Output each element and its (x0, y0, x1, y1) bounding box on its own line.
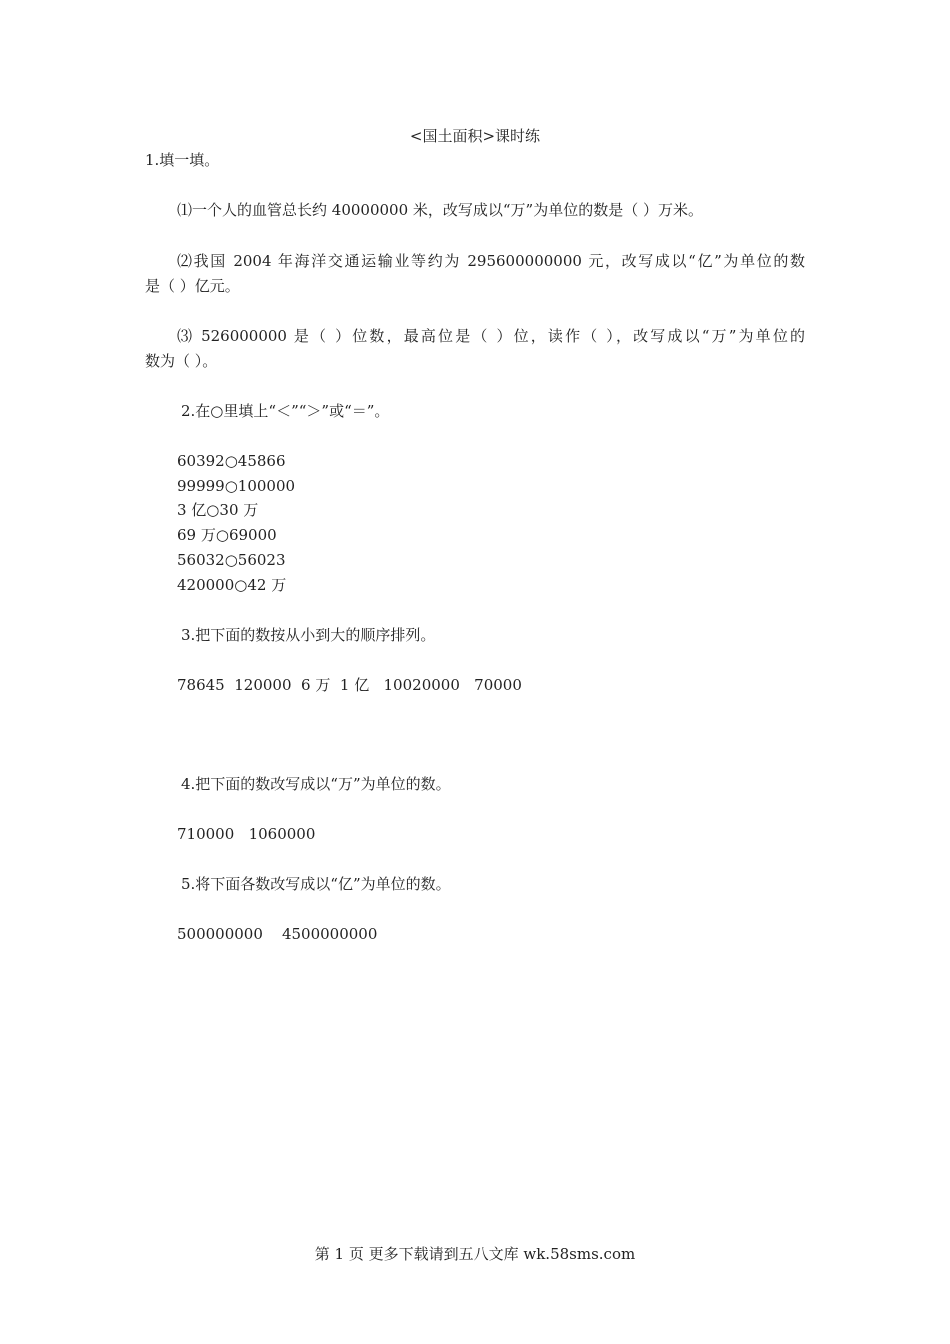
q5-heading: 5.将下面各数改写成以“亿”为单位的数。 (181, 875, 451, 893)
q1-heading: 1.填一填。 (145, 151, 220, 169)
q2-item: 3 亿○30 万 (177, 501, 259, 519)
q4-heading: 4.把下面的数改写成以“万”为单位的数。 (181, 775, 451, 793)
q2-item: 56032○56023 (177, 551, 286, 569)
q2-item: 420000○42 万 (177, 576, 287, 594)
q1-item-1: ⑴一个人的血管总长约 40000000 米，改写成以“万”为单位的数是（ ）万米。 (177, 201, 703, 219)
q2-item: 69 万○69000 (177, 526, 277, 544)
q5-numbers: 500000000 4500000000 (177, 925, 378, 943)
page-title: <国土面积>课时练 (409, 127, 541, 145)
q4-numbers: 710000 1060000 (177, 825, 316, 843)
q1-item-2-line-1: ⑵我国 2004 年海洋交通运输业等约为 295600000000 元，改写成以“亿”为单位的数 (177, 252, 805, 270)
q1-item-2-line-2: 是（ ）亿元。 (145, 277, 240, 295)
page-footer: 第 1 页 更多下载请到五八文库 wk.58sms.com (314, 1245, 636, 1263)
q2-item: 99999○100000 (177, 477, 296, 495)
q1-item-3-line-2: 数为（ ）。 (145, 352, 218, 370)
q2-heading: 2.在○里填上“＜”“＞”或“＝”。 (181, 402, 390, 420)
q3-heading: 3.把下面的数按从小到大的顺序排列。 (181, 626, 436, 644)
q3-numbers: 78645 120000 6 万 1 亿 10020000 70000 (177, 676, 522, 694)
q1-item-3-line-1: ⑶ 526000000 是（ ）位数，最高位是（ ）位，读作（ ），改写成以“万”为单位的 (177, 327, 805, 345)
q2-item: 60392○45866 (177, 452, 286, 470)
